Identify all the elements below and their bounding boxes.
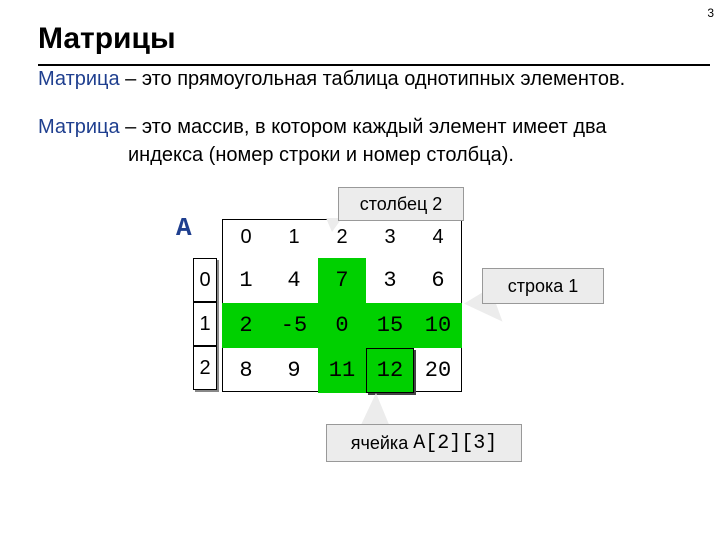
page-number: 3 bbox=[707, 6, 714, 20]
definition-continuation: индекса (номер строки и номер столбца). bbox=[128, 144, 514, 166]
row-index: 2 bbox=[193, 346, 217, 390]
cell-callout-code: A[2][3] bbox=[413, 431, 498, 455]
column-index: 0 bbox=[240, 226, 252, 248]
matrix-cell-target: 12 bbox=[366, 348, 414, 393]
cell-callout bbox=[326, 424, 522, 462]
matrix-cell: 6 bbox=[431, 268, 445, 293]
column-callout-label: столбец 2 bbox=[359, 193, 443, 214]
definition-term: Матрица bbox=[38, 68, 120, 90]
matrix-cell: 9 bbox=[287, 358, 301, 383]
row-index: 0 bbox=[193, 258, 217, 302]
matrix-cell: -5 bbox=[270, 303, 318, 348]
column-index: 2 bbox=[336, 226, 348, 248]
matrix-cell: 1 bbox=[239, 268, 253, 293]
row-index: 1 bbox=[193, 302, 217, 346]
matrix-cell: 3 bbox=[383, 268, 397, 293]
definition-2 bbox=[38, 113, 678, 169]
matrix-cell: 4 bbox=[287, 268, 301, 293]
matrix-cell: 15 bbox=[366, 303, 414, 348]
cell-callout-label: ячейка bbox=[350, 432, 409, 453]
column-callout bbox=[338, 187, 464, 221]
column-index: 1 bbox=[288, 226, 300, 248]
matrix-cell: 0 bbox=[318, 303, 366, 348]
definition-text: – это массив, в котором каждый элемент имеет два bbox=[119, 116, 607, 138]
column-index: 3 bbox=[384, 226, 396, 248]
slide-title: Матрицы bbox=[38, 22, 176, 55]
cell-callout-pointer bbox=[360, 393, 390, 427]
definition-text: – это прямоугольная таблица однотипных элементов. bbox=[119, 68, 626, 90]
title-underline bbox=[38, 64, 710, 66]
row-callout bbox=[482, 268, 604, 304]
definition-term: Матрица bbox=[38, 116, 120, 138]
matrix-cell: 2 bbox=[222, 303, 270, 348]
row-callout-label: строка 1 bbox=[507, 275, 579, 296]
definition-1 bbox=[38, 68, 625, 91]
matrix-cell: 20 bbox=[424, 358, 452, 383]
matrix-cell: 11 bbox=[318, 348, 366, 393]
matrix-cell: 7 bbox=[318, 258, 366, 303]
matrix-cell: 8 bbox=[239, 358, 253, 383]
matrix-cell: 10 bbox=[414, 303, 462, 348]
matrix-name: A bbox=[176, 213, 192, 243]
column-index: 4 bbox=[432, 226, 444, 248]
